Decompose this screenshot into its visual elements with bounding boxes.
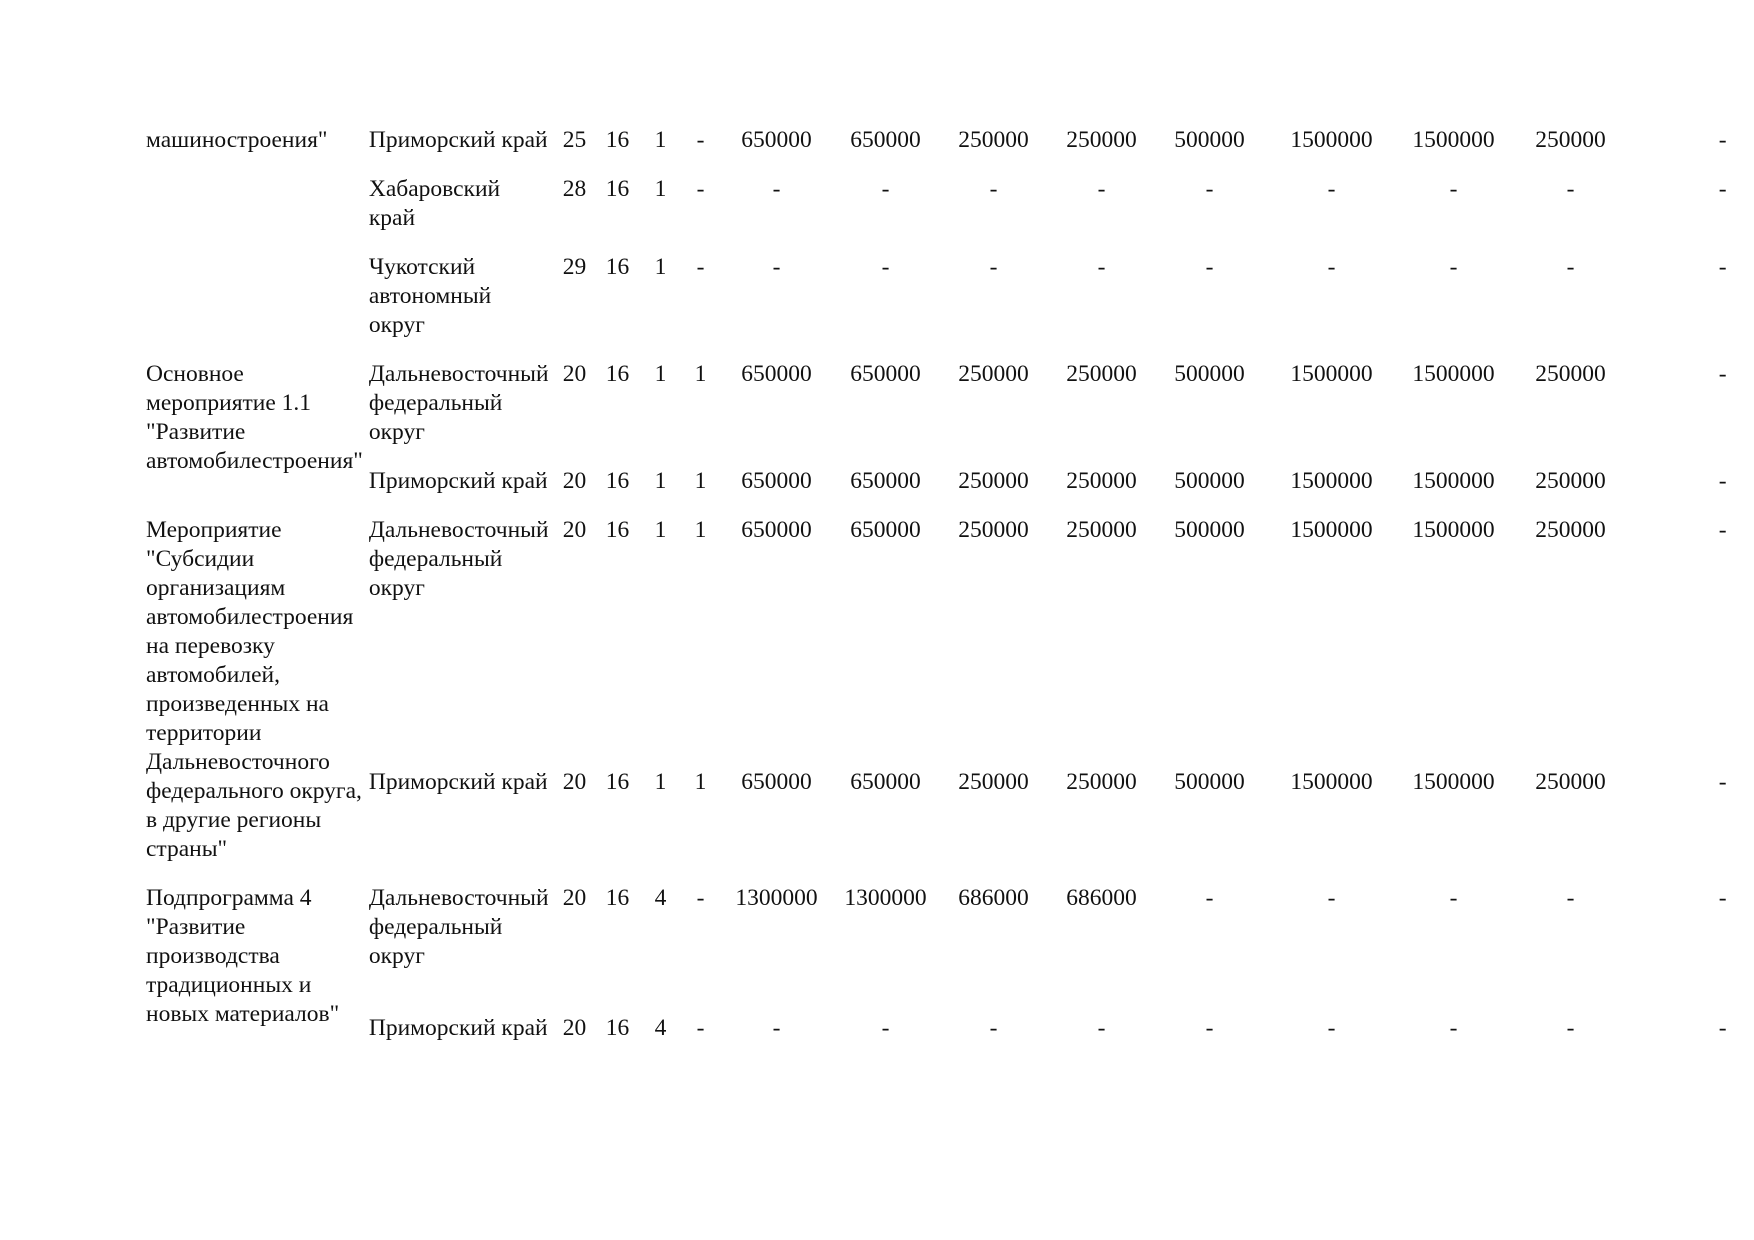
value-cell: - <box>1449 176 1458 202</box>
value-cell: 1500000 <box>1412 468 1495 494</box>
table-row <box>146 126 1727 175</box>
table-row <box>146 768 1727 884</box>
value-cell: - <box>1327 1014 1336 1041</box>
value-cell: 650000 <box>741 517 812 543</box>
value-cell: 500000 <box>1174 361 1245 387</box>
value-cell: 686000 <box>958 885 1029 911</box>
code-cell: 16 <box>605 361 630 387</box>
code-cell: 20 <box>562 361 587 387</box>
value-cell: 1500000 <box>1412 361 1495 387</box>
value-cell: - <box>1097 254 1106 280</box>
table-row <box>146 516 1727 768</box>
region-cell: Хабаровский край <box>368 176 501 231</box>
code-cell: 20 <box>562 1014 587 1041</box>
value-cell: - <box>772 1014 781 1041</box>
region-cell: Дальневосточный федеральный округ <box>368 885 549 969</box>
value-cell: 1300000 <box>735 885 818 911</box>
code-cell: 1 <box>694 517 707 543</box>
value-cell: - <box>1718 361 1727 387</box>
code-cell: 1 <box>654 769 667 796</box>
code-cell: 1 <box>654 127 667 153</box>
value-cell: - <box>1718 885 1727 911</box>
program-name-cell: Подпрограмма 4 "Развитие производства традиционных и новых материалов" <box>146 885 340 1027</box>
region-cell: Приморский край <box>368 468 548 494</box>
code-cell: 16 <box>605 176 630 202</box>
code-cell: 25 <box>562 127 587 153</box>
value-cell: - <box>881 1014 890 1041</box>
code-cell: 1 <box>654 254 667 280</box>
value-cell: 250000 <box>958 127 1029 153</box>
code-cell: 29 <box>562 254 587 280</box>
value-cell: 650000 <box>850 769 921 796</box>
value-cell: - <box>1327 885 1336 911</box>
value-cell: - <box>1205 885 1214 911</box>
code-cell: - <box>696 254 705 280</box>
code-cell: - <box>696 127 705 153</box>
code-cell: 28 <box>562 176 587 202</box>
budget-table <box>146 126 1727 1049</box>
value-cell: 250000 <box>1066 517 1137 543</box>
value-cell: 250000 <box>1066 361 1137 387</box>
table-row <box>146 884 1727 1014</box>
value-cell: - <box>1718 176 1727 202</box>
value-cell: 250000 <box>958 361 1029 387</box>
value-cell: 1500000 <box>1412 517 1495 543</box>
value-cell: 650000 <box>850 517 921 543</box>
value-cell: 650000 <box>741 769 812 796</box>
program-name-cell: машиностроения" <box>146 127 328 153</box>
code-cell: 16 <box>605 254 630 280</box>
value-cell: - <box>1449 1014 1458 1041</box>
value-cell: 250000 <box>1066 468 1137 494</box>
value-cell: 1500000 <box>1290 517 1373 543</box>
value-cell: - <box>989 176 998 202</box>
value-cell: 1500000 <box>1412 769 1495 796</box>
table-row <box>146 253 1727 360</box>
value-cell: - <box>881 176 890 202</box>
code-cell: 20 <box>562 769 587 796</box>
code-cell: 1 <box>654 468 667 494</box>
value-cell: - <box>1718 127 1727 153</box>
value-cell: 1300000 <box>844 885 927 911</box>
value-cell: - <box>1718 769 1727 796</box>
value-cell: 250000 <box>1535 468 1606 494</box>
code-cell: 16 <box>605 517 630 543</box>
value-cell: - <box>1205 1014 1214 1041</box>
value-cell: 250000 <box>1535 361 1606 387</box>
code-cell: 16 <box>605 885 630 911</box>
table-row <box>146 175 1727 253</box>
code-cell: - <box>696 176 705 202</box>
code-cell: 16 <box>605 127 630 153</box>
value-cell: 500000 <box>1174 517 1245 543</box>
value-cell: - <box>1097 1014 1106 1041</box>
value-cell: - <box>989 254 998 280</box>
value-cell: 500000 <box>1174 127 1245 153</box>
region-cell: Дальневосточный федеральный округ <box>368 361 549 445</box>
value-cell: 250000 <box>1066 769 1137 796</box>
code-cell: 1 <box>654 176 667 202</box>
value-cell: - <box>1718 517 1727 543</box>
value-cell: 500000 <box>1174 769 1245 796</box>
region-cell: Приморский край <box>368 769 548 796</box>
value-cell: 1500000 <box>1290 127 1373 153</box>
value-cell: 500000 <box>1174 468 1245 494</box>
value-cell: 1500000 <box>1412 127 1495 153</box>
value-cell: 650000 <box>850 127 921 153</box>
code-cell: 4 <box>654 1014 667 1041</box>
value-cell: - <box>1566 885 1575 911</box>
value-cell: - <box>989 1014 998 1041</box>
value-cell: 1500000 <box>1290 361 1373 387</box>
value-cell: 650000 <box>741 361 812 387</box>
code-cell: 16 <box>605 468 630 494</box>
code-cell: 20 <box>562 517 587 543</box>
value-cell: - <box>772 176 781 202</box>
value-cell: - <box>1449 254 1458 280</box>
table-row <box>146 360 1727 467</box>
value-cell: 650000 <box>850 468 921 494</box>
code-cell: - <box>696 885 705 911</box>
value-cell: - <box>1205 254 1214 280</box>
program-name-cell: Основное мероприятие 1.1 "Развитие автомобилестроения" <box>146 361 363 474</box>
code-cell: 20 <box>562 468 587 494</box>
value-cell: 650000 <box>741 468 812 494</box>
value-cell: - <box>1566 176 1575 202</box>
code-cell: 1 <box>654 517 667 543</box>
value-cell: 250000 <box>958 468 1029 494</box>
value-cell: 650000 <box>850 361 921 387</box>
region-cell: Чукотский автономный округ <box>368 254 492 338</box>
code-cell: 16 <box>605 1014 630 1041</box>
value-cell: - <box>1205 176 1214 202</box>
value-cell: - <box>1327 254 1336 280</box>
value-cell: - <box>1566 1014 1575 1041</box>
value-cell: - <box>1097 176 1106 202</box>
value-cell: 650000 <box>741 127 812 153</box>
table-row <box>146 467 1727 516</box>
code-cell: 4 <box>654 885 667 911</box>
value-cell: - <box>1718 254 1727 280</box>
code-cell: 1 <box>694 361 707 387</box>
value-cell: 686000 <box>1066 885 1137 911</box>
value-cell: - <box>1566 254 1575 280</box>
value-cell: - <box>1718 468 1727 494</box>
value-cell: 250000 <box>1066 127 1137 153</box>
value-cell: 1500000 <box>1290 769 1373 796</box>
value-cell: - <box>1718 1014 1727 1041</box>
region-cell: Приморский край <box>368 1014 548 1041</box>
value-cell: - <box>1449 885 1458 911</box>
value-cell: 250000 <box>958 769 1029 796</box>
value-cell: - <box>881 254 890 280</box>
value-cell: 250000 <box>1535 127 1606 153</box>
table-row <box>146 1014 1727 1049</box>
value-cell: 250000 <box>958 517 1029 543</box>
code-cell: - <box>696 1014 705 1041</box>
value-cell: 250000 <box>1535 517 1606 543</box>
code-cell: 1 <box>654 361 667 387</box>
code-cell: 16 <box>605 769 630 796</box>
region-cell: Приморский край <box>368 127 548 153</box>
value-cell: 250000 <box>1535 769 1606 796</box>
code-cell: 1 <box>694 468 707 494</box>
value-cell: - <box>772 254 781 280</box>
code-cell: 20 <box>562 885 587 911</box>
value-cell: 1500000 <box>1290 468 1373 494</box>
code-cell: 1 <box>694 769 707 796</box>
region-cell: Дальневосточный федеральный округ <box>368 517 549 601</box>
program-name-cell: Мероприятие "Субсидии организациям автомобилестроения на перевозку автомобилей, произведенных на территории Дальневосточного федерального округа, в другие регионы страны" <box>146 517 362 862</box>
value-cell: - <box>1327 176 1336 202</box>
